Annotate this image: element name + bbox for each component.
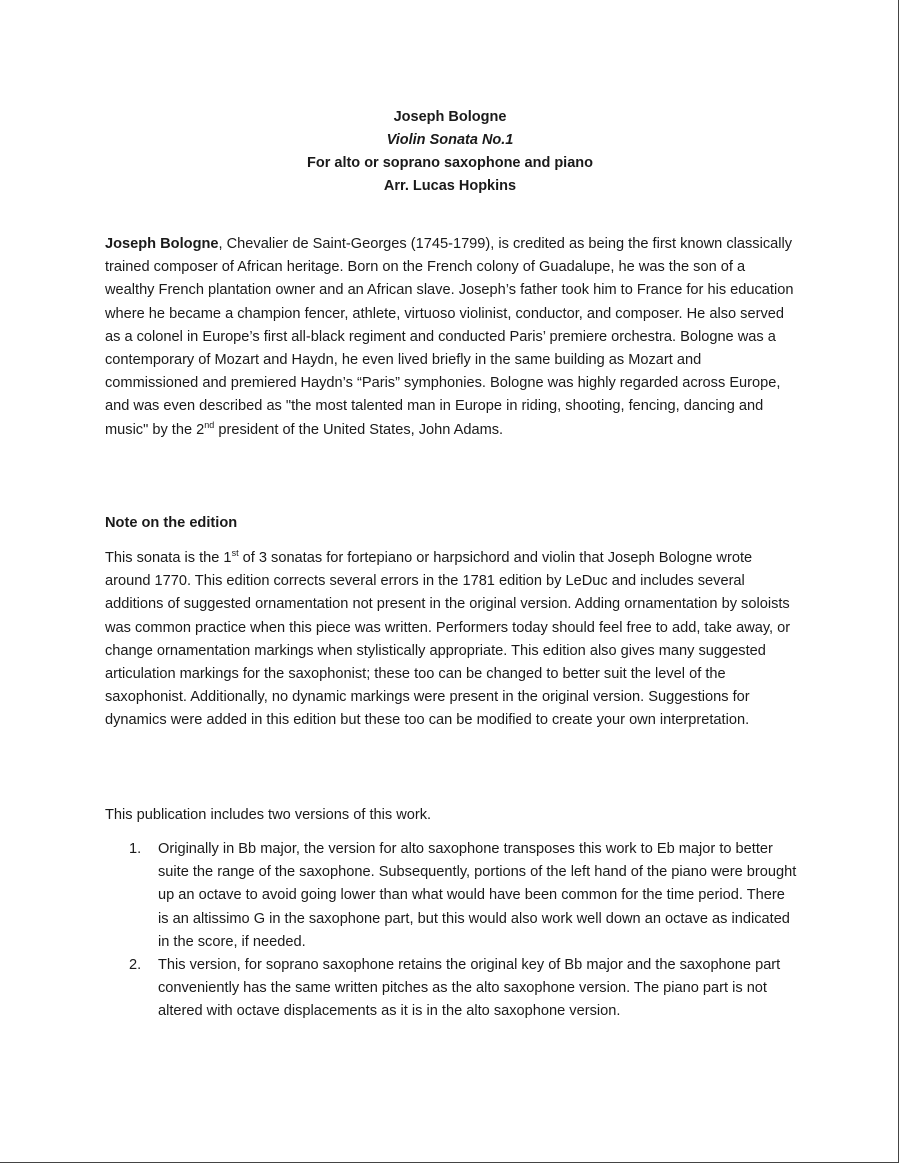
composer-name: Joseph Bologne xyxy=(393,109,507,125)
bio-text-part2: president of the United States, John Adams. xyxy=(214,421,504,438)
note-text-part1: This sonata is the 1 xyxy=(105,550,232,566)
title-block xyxy=(0,106,900,198)
versions-list xyxy=(129,838,799,1024)
list-item-text: This version, for soprano saxophone retains the original key of Bb major and the saxophone part conveniently has the same written pitches as the alto saxophone version. The piano part is not altered with octave displacements as it is in the alto saxophone version. xyxy=(158,957,781,1020)
bio-lead-name: Joseph Bologne xyxy=(105,236,219,252)
note-heading: Note on the edition xyxy=(105,515,238,531)
note-ordinal-suffix: st xyxy=(231,548,239,559)
instrumentation: For alto or soprano saxophone and piano xyxy=(307,155,593,171)
edition-note-paragraph xyxy=(105,547,795,733)
versions-intro: This publication includes two versions of this work. xyxy=(105,807,432,823)
note-text-part2: of 3 sonatas for fortepiano or harpsichord and violin that Joseph Bologne wrote around 1770. This edition corrects several errors in the 1781 edition by LeDuc and includes several additions of suggested ornamentation not present in the original version. Adding ornamentation by soloists was common practice when this piece was written. Performers today should feel free to add, take away, or change ornamentation markings when stylistically appropriate. This edition also gives many suggested articulation markings for the saxophonist; these too can be changed to better suit the level of the saxophonist. Additionally, no dynamic markings were present in the original version. Suggestions for dynamics were added in this edition but these too can be modified to create your own interpretation. xyxy=(105,550,791,729)
list-item-text: Originally in Bb major, the version for alto saxophone transposes this work to Eb major to better suite the range of the saxophone. Subsequently, portions of the left hand of the piano were brought up an octave to avoid going lower than what would have been common for the time period. There is an altissimo G in the saxophone part, but this would also work well down an octave as indicated in the score, if needed. xyxy=(158,841,797,950)
biography-paragraph xyxy=(105,233,795,442)
bio-ordinal-suffix: nd xyxy=(204,419,215,430)
list-item xyxy=(129,954,799,1024)
work-title: Violin Sonata No.1 xyxy=(386,132,514,148)
arranger-credit: Arr. Lucas Hopkins xyxy=(383,178,517,194)
list-item xyxy=(129,838,799,954)
bio-text-part1: , Chevalier de Saint-Georges (1745-1799), is credited as being the first known classically trained composer of African heritage. Born on the French colony of Guadalupe, he was the son of a wealthy French plantation owner and an African slave. Joseph’s father took him to France for his education where he became a champion fencer, athlete, virtuoso violinist, conductor, and composer. He also served as a colonel in Europe’s first all-black regiment and conducted Paris’ premiere orchestra. Bologne was a contemporary of Mozart and Haydn, he even lived briefly in the same building as Mozart and commissioned and premiered Haydn’s “Paris” symphonies. Bologne was highly regarded across Europe, and was even described as "the most talented man in Europe in riding, shooting, fencing, dancing and music" by the 2 xyxy=(105,236,794,438)
list-item-number: 1. xyxy=(129,841,142,857)
list-item-number: 2. xyxy=(129,957,142,974)
